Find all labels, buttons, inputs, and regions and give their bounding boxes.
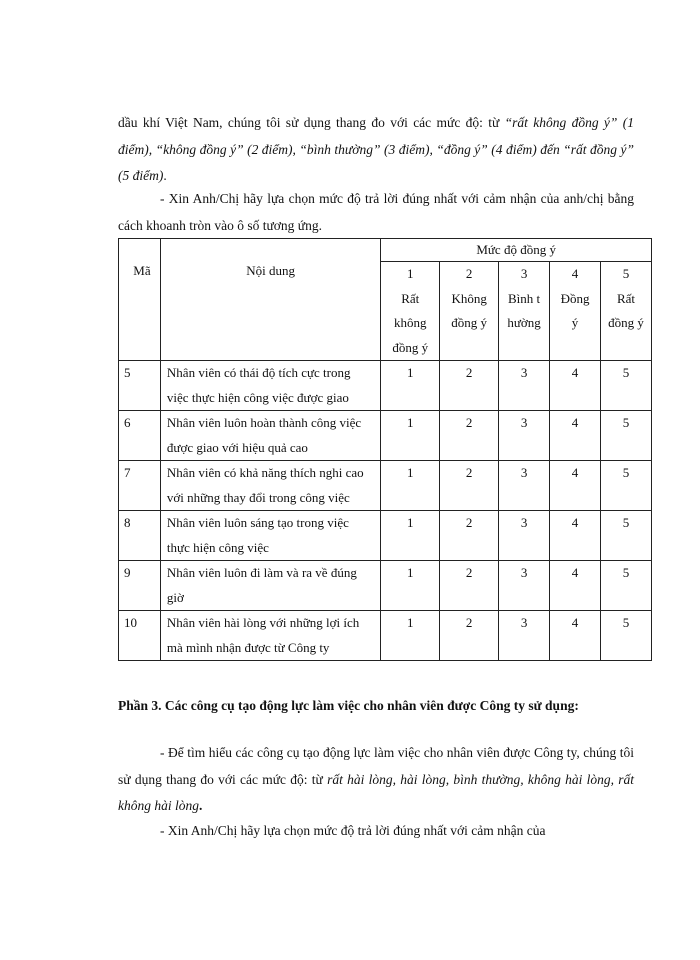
section-3-end: . <box>199 798 203 813</box>
instruction-paragraph: - Xin Anh/Chị hãy lựa chọn mức độ trả lời đúng nhất với cảm nhận của anh/chị bằng cách khoanh tròn vào ô số tương ứng. <box>118 191 634 233</box>
row-code: 5 <box>119 361 161 411</box>
level-header-5 <box>601 262 652 361</box>
level-label: Rất không đồng ý <box>392 290 429 355</box>
score-5: 5 <box>601 361 652 411</box>
table-row <box>119 461 652 511</box>
table-row <box>119 561 652 611</box>
row-code: 6 <box>119 411 161 461</box>
level-num: 2 <box>465 266 473 281</box>
score-1: 1 <box>381 511 440 561</box>
intro-paragraph <box>118 110 634 190</box>
score-5: 5 <box>601 561 652 611</box>
level-header-4 <box>550 262 601 361</box>
score-3: 3 <box>499 461 550 511</box>
score-3: 3 <box>499 561 550 611</box>
score-5: 5 <box>601 511 652 561</box>
section-3-heading: Phần 3. Các công cụ tạo động lực làm việc cho nhân viên được Công ty sử dụng: <box>118 698 579 713</box>
intro-end: . <box>163 168 167 183</box>
level-header-1 <box>381 262 440 361</box>
level-num: 3 <box>520 266 528 281</box>
section-3-scale: rất hài lòng, hài lòng, bình thường, không hài lòng, rất không hài lòng <box>118 771 634 813</box>
score-5: 5 <box>601 411 652 461</box>
level-label: Không đồng ý <box>451 290 488 330</box>
score-2: 2 <box>440 511 499 561</box>
score-4: 4 <box>550 461 601 511</box>
row-code: 7 <box>119 461 161 511</box>
level-num: 1 <box>406 266 414 281</box>
level-num: 5 <box>622 266 630 281</box>
score-1: 1 <box>381 561 440 611</box>
row-content: Nhân viên có khả năng thích nghi cao với những thay đổi trong công việc <box>166 465 364 505</box>
score-1: 1 <box>381 461 440 511</box>
score-1: 1 <box>381 361 440 411</box>
score-4: 4 <box>550 511 601 561</box>
header-muc-do: Mức độ đồng ý <box>381 239 652 262</box>
row-content: Nhân viên luôn hoàn thành công việc được giao với hiệu quả cao <box>166 415 362 455</box>
level-header-3 <box>499 262 550 361</box>
row-code: 9 <box>119 561 161 611</box>
table-row <box>119 611 652 661</box>
score-5: 5 <box>601 461 652 511</box>
score-2: 2 <box>440 611 499 661</box>
score-1: 1 <box>381 611 440 661</box>
row-code: 10 <box>119 611 161 661</box>
table-row <box>119 511 652 561</box>
level-num: 4 <box>571 266 579 281</box>
score-2: 2 <box>440 411 499 461</box>
level-label: Rất đồng ý <box>608 290 644 330</box>
score-4: 4 <box>550 561 601 611</box>
score-4: 4 <box>550 361 601 411</box>
score-5: 5 <box>601 611 652 661</box>
header-noi-dung: Nội dung <box>160 239 380 361</box>
row-content: Nhân viên hài lòng với những lợi ích mà mình nhận được từ Công ty <box>166 615 360 655</box>
score-3: 3 <box>499 411 550 461</box>
score-1: 1 <box>381 411 440 461</box>
table-row <box>119 411 652 461</box>
score-2: 2 <box>440 461 499 511</box>
score-4: 4 <box>550 611 601 661</box>
row-content: Nhân viên luôn đi làm và ra về đúng giờ <box>166 565 357 605</box>
row-content: Nhân viên có thái độ tích cực trong việc thực hiện công việc được giao <box>166 365 351 405</box>
intro-text: dầu khí Việt Nam, chúng tôi sử dụng thang đo với các mức độ: từ <box>118 115 505 130</box>
survey-table <box>118 238 652 661</box>
intro-scale: “rất không đồng ý” (1 điểm), “không đồng ý” (2 điểm), “bình thường” (3 điểm), “đồng ý” (4 điểm) đến “rất đồng ý” (5 điểm) <box>118 115 635 183</box>
table-row <box>119 361 652 411</box>
level-label: Bình thường <box>507 290 541 330</box>
section-3-text: - Để tìm hiểu các công cụ tạo động lực làm việc cho nhân viên được Công ty, chúng tôi sử dụng thang đo với các mức độ: từ <box>118 745 634 787</box>
score-2: 2 <box>440 561 499 611</box>
row-content: Nhân viên luôn sáng tạo trong việc thực hiện công việc <box>166 515 349 555</box>
level-header-2 <box>440 262 499 361</box>
level-label: Đồng ý <box>560 290 590 330</box>
score-4: 4 <box>550 411 601 461</box>
section-3-paragraph-2: - Xin Anh/Chị hãy lựa chọn mức độ trả lời đúng nhất với cảm nhận của <box>160 823 546 838</box>
row-code: 8 <box>119 511 161 561</box>
score-3: 3 <box>499 611 550 661</box>
header-ma: Mã <box>119 239 161 361</box>
score-2: 2 <box>440 361 499 411</box>
score-3: 3 <box>499 511 550 561</box>
section-3-paragraph-1 <box>118 740 634 820</box>
score-3: 3 <box>499 361 550 411</box>
